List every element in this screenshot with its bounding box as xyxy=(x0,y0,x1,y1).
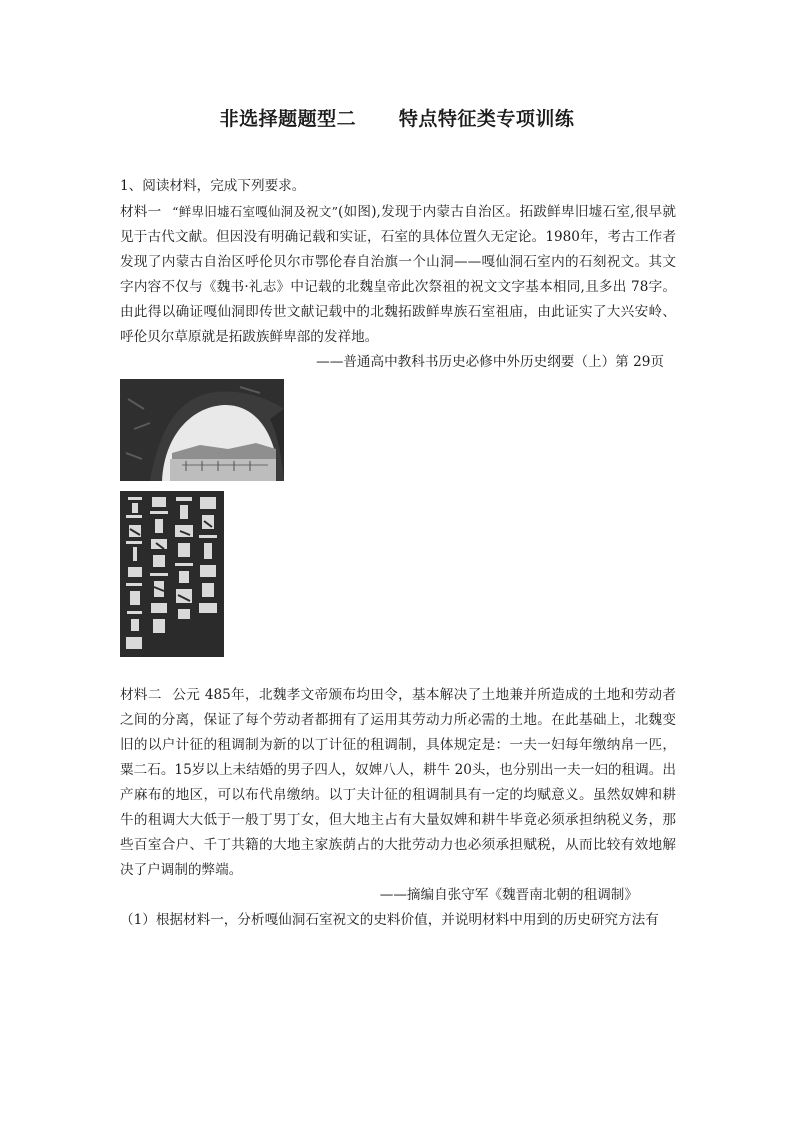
material-two-label: 材料二 xyxy=(120,687,162,703)
question-intro: 1、阅读材料，完成下列要求。 xyxy=(120,178,306,194)
page-title: 非选择题题型二 特点特征类专项训练 xyxy=(219,108,575,130)
material-one-text: (如图),发现于内蒙古自治区。拓跋鲜卑旧墟石室,很早就见于古代文献。但因没有明确记载和实证，石室的具体位置久无定论。1980年，考古工作者发现了内蒙古自治区呼伦贝尔市鄂伦春自治旗一个山洞——嘎仙洞石室内的石刻祝文。其文字内容不仅与《魏书·礼志》中记载的北魏皇帝此次祭祖的祝文文字基本相同,且多出 78字。由此得以确证嘎仙洞即传世文献记载中的北魏拓跋鲜卑族石室祖庙，由此证实了大兴安岭、呼伦贝尔草原就是拓跋族鲜卑部的发祥地。 xyxy=(120,204,676,345)
inscription-rubbing-icon xyxy=(120,491,224,657)
cave-photo-icon xyxy=(120,379,284,481)
material-two-source: ——摘编自张守军《魏晋南北朝的租调制》 xyxy=(379,887,638,903)
content-body xyxy=(120,174,676,933)
question-one: （1）根据材料一，分析嘎仙洞石室祝文的史料价值，并说明材料中用到的历史研究方法有 xyxy=(120,912,659,928)
material-two xyxy=(120,683,676,883)
material-one-label: 材料一 xyxy=(120,204,162,220)
material-one-quote: “鲜卑旧墟石室嘎仙洞及祝文” xyxy=(172,204,339,219)
material-one-source: ——普通高中教科书历史必修中外历史纲要（上）第 29页 xyxy=(316,354,664,370)
material-two-text: 公元 485年，北魏孝文帝颁布均田令，基本解决了土地兼并所造成的土地和劳动者之间的分离，保证了每个劳动者都拥有了运用其劳动力所必需的土地。在此基础上，北魏变旧的以户计征的租调制为新的以丁计征的租调制，具体规定是：一夫一妇每年缴纳帛一匹，粟二石。15岁以上未结婚的男子四人，奴婢八人，耕牛 20头，也分别出一夫一妇的租调。出产麻布的地区，可以布代帛缴纳。以丁夫计征的租调制具有一定的均赋意义。虽然奴婢和耕牛的租调大大低于一般丁男丁女，但大地主占有大量奴婢和耕牛毕竟必须承担纳税义务，那些百室合户、千丁共籍的大地主家族荫占的大批劳动力也必须承担赋税，从而比较有效地解决了户调制的弊端。 xyxy=(120,687,677,878)
material-one xyxy=(120,199,676,350)
figures xyxy=(120,379,676,675)
